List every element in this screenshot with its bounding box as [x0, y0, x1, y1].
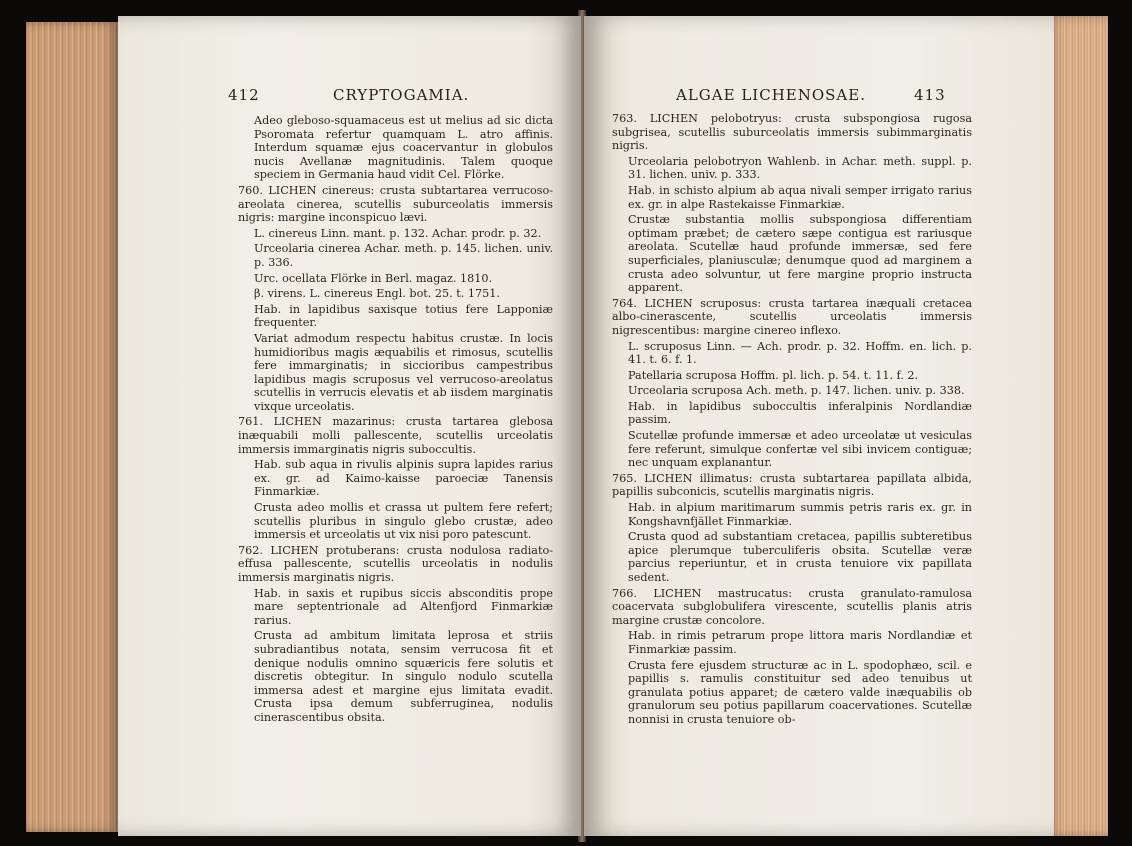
paragraph: Variat admodum respectu habitus crustæ. In locis humidioribus magis æquabilis et rimosus, scutellis fere immarginatis; in siccioribus campestribus lapidibus magis scruposus vel verrucoso-areolatus scutellis in verrucis elevatis et ab iisdem marginatis vixque urceolatis. — [254, 331, 553, 413]
right-page-edges — [1048, 16, 1108, 836]
paragraph: Crustæ substantia mollis subspongiosa differentiam optimam præbet; de cætero sæpe contigua est rariusque areolata. Scutellæ haud profunde immersæ, sed fere superficiales, planiusculæ; denumque quod ad marginem a crusta adeo solvuntur, ut fere margine proprio instructa apparent. — [628, 213, 972, 295]
synonym: Patellaria scruposa Hoffm. pl. lich. p. 54. t. 11. f. 2. — [628, 368, 919, 382]
entry-heading: 761. LICHEN mazarinus: crusta tartarea glebosa inæquabili molli pallescente, scutellis urceolatis immersis immarginatis nigris suboccultis. — [238, 415, 553, 456]
left-running-head: CRYPTOGAMIA. — [333, 86, 470, 104]
habitat: Hab. in lapidibus suboccultis inferalpinis Nordlandiæ passim. — [628, 399, 972, 427]
paragraph: Adeo gleboso-squamaceus est ut melius ad sic dicta Psoromata refertur quamquam L. atro affinis. Interdum squamæ ejus coacervantur in globulos nucis Avellanæ magnitudinis. Talem quoque speciem in Germania haud vidit Cel. Flörke. — [254, 114, 553, 182]
right-running-head: ALGAE LICHENOSAE. — [676, 86, 866, 104]
paragraph: Crusta fere ejusdem structuræ ac in L. spodophæo, scil. e papillis s. ramulis constituitur sed adeo tenuibus ut granulata potius apparet; de cætero valde inæquabilis ob granulorum seu potius papillarum coacervationes. Scutellæ nonnisi in crusta tenuiore ob- — [628, 658, 972, 726]
entry-heading: 762. LICHEN protuberans: crusta nodulosa radiato-effusa pallescente, scutellis urceolatis in nodulis immersis marginatis nigris. — [238, 543, 553, 584]
left-page-text — [238, 114, 553, 727]
entry-heading: 763. LICHEN pelobotryus: crusta subspongiosa rugosa subgrisea, scutellis suburceolatis immersis subimmarginatis nigris. — [612, 112, 972, 153]
entry-heading: 764. LICHEN scruposus: crusta tartarea inæquali cretacea albo-cinerascente, scutellis urceolatis immersis nigrescentibus: margine cinereo inflexo. — [612, 296, 972, 337]
habitat: Hab. in saxis et rupibus siccis absconditis prope mare septentrionale ad Altenfjord Finmarkiæ rarius. — [254, 586, 553, 627]
right-page-text — [612, 112, 972, 729]
left-page — [118, 16, 581, 836]
right-page-number: 413 — [914, 86, 946, 104]
open-book — [26, 10, 1108, 842]
synonym: Urceolaria cinerea Achar. meth. p. 145. lichen. univ. p. 336. — [254, 242, 553, 269]
habitat: Hab. sub aqua in rivulis alpinis supra lapides rarius ex. gr. ad Kaimo-kaisse paroeciæ Tanensis Finmarkiæ. — [254, 458, 553, 499]
synonym: L. cinereus Linn. mant. p. 132. Achar. prodr. p. 32. — [254, 226, 542, 240]
synonym: Urc. ocellata Flörke in Berl. magaz. 1810. — [254, 271, 493, 285]
paragraph: Crusta quod ad substantiam cretacea, papillis subteretibus apice plerumque tuberculiferis obsita. Scutellæ veræ parcius reperiuntur, et in crusta tenuiore vix papillata sedent. — [628, 530, 972, 584]
entry-heading: 766. LICHEN mastrucatus: crusta granulato-ramulosa coacervata subglobulifera virescente, scutellis planis atris margine crustæ concolore. — [612, 586, 972, 627]
left-page-number: 412 — [228, 86, 260, 104]
paragraph: Crusta adeo mollis et crassa ut pultem fere refert; scutellis pluribus in singulo glebo crustæ, adeo immersis et urceolatis ut vix nisi poro patescunt. — [254, 501, 553, 542]
synonym: Urceolaria scruposa Ach. meth. p. 147. lichen. univ. p. 338. — [628, 384, 965, 398]
paragraph: Crusta ad ambitum limitata leprosa et striis subradiantibus notata, sensim verrucosa fit et denique nodulis omnino squæricis fere solutis et discretis obtegitur. In singulo nodulo scutella immersa adest et margine ejus limitata evadit. Crusta ipsa demum subferruginea, nodulis cinerascentibus obsita. — [254, 629, 553, 724]
habitat: Hab. in schisto alpium ab aqua nivali semper irrigato rarius ex. gr. in alpe Rastekaisse Finmarkiæ. — [628, 183, 972, 211]
synonym: L. scruposus Linn. — Ach. prodr. p. 32. Hoffm. en. lich. p. 41. t. 6. f. 1. — [628, 339, 972, 367]
habitat: Hab. in alpium maritimarum summis petris raris ex. gr. in Kongshavnfjället Finmarkiæ. — [628, 501, 972, 528]
synonym: Urceolaria pelobotryon Wahlenb. in Achar. meth. suppl. p. 31. lichen. univ. p. 333. — [628, 154, 972, 182]
paragraph: Scutellæ profunde immersæ et adeo urceolatæ ut vesiculas fere referunt, simulque confertæ vel sibi invicem contiguæ; nec unquam explanantur. — [628, 429, 972, 470]
variety: β. virens. L. cinereus Engl. bot. 25. t. 1751. — [254, 287, 500, 301]
entry-heading: 765. LICHEN illimatus: crusta subtartarea papillata albida, papillis subconicis, scutellis marginatis nigris. — [612, 471, 972, 499]
habitat: Hab. in rimis petrarum prope littora maris Nordlandiæ et Finmarkiæ passim. — [628, 629, 972, 656]
habitat: Hab. in lapidibus saxisque totius fere Lapponiæ frequenter. — [254, 302, 553, 330]
left-page-edges — [26, 22, 118, 832]
entry-heading: 760. LICHEN cinereus: crusta subtartarea verrucoso-areolata cinerea, scutellis suburceolatis immersis nigris: margine inconspicuo lævi. — [238, 183, 553, 225]
right-page — [584, 16, 1054, 836]
